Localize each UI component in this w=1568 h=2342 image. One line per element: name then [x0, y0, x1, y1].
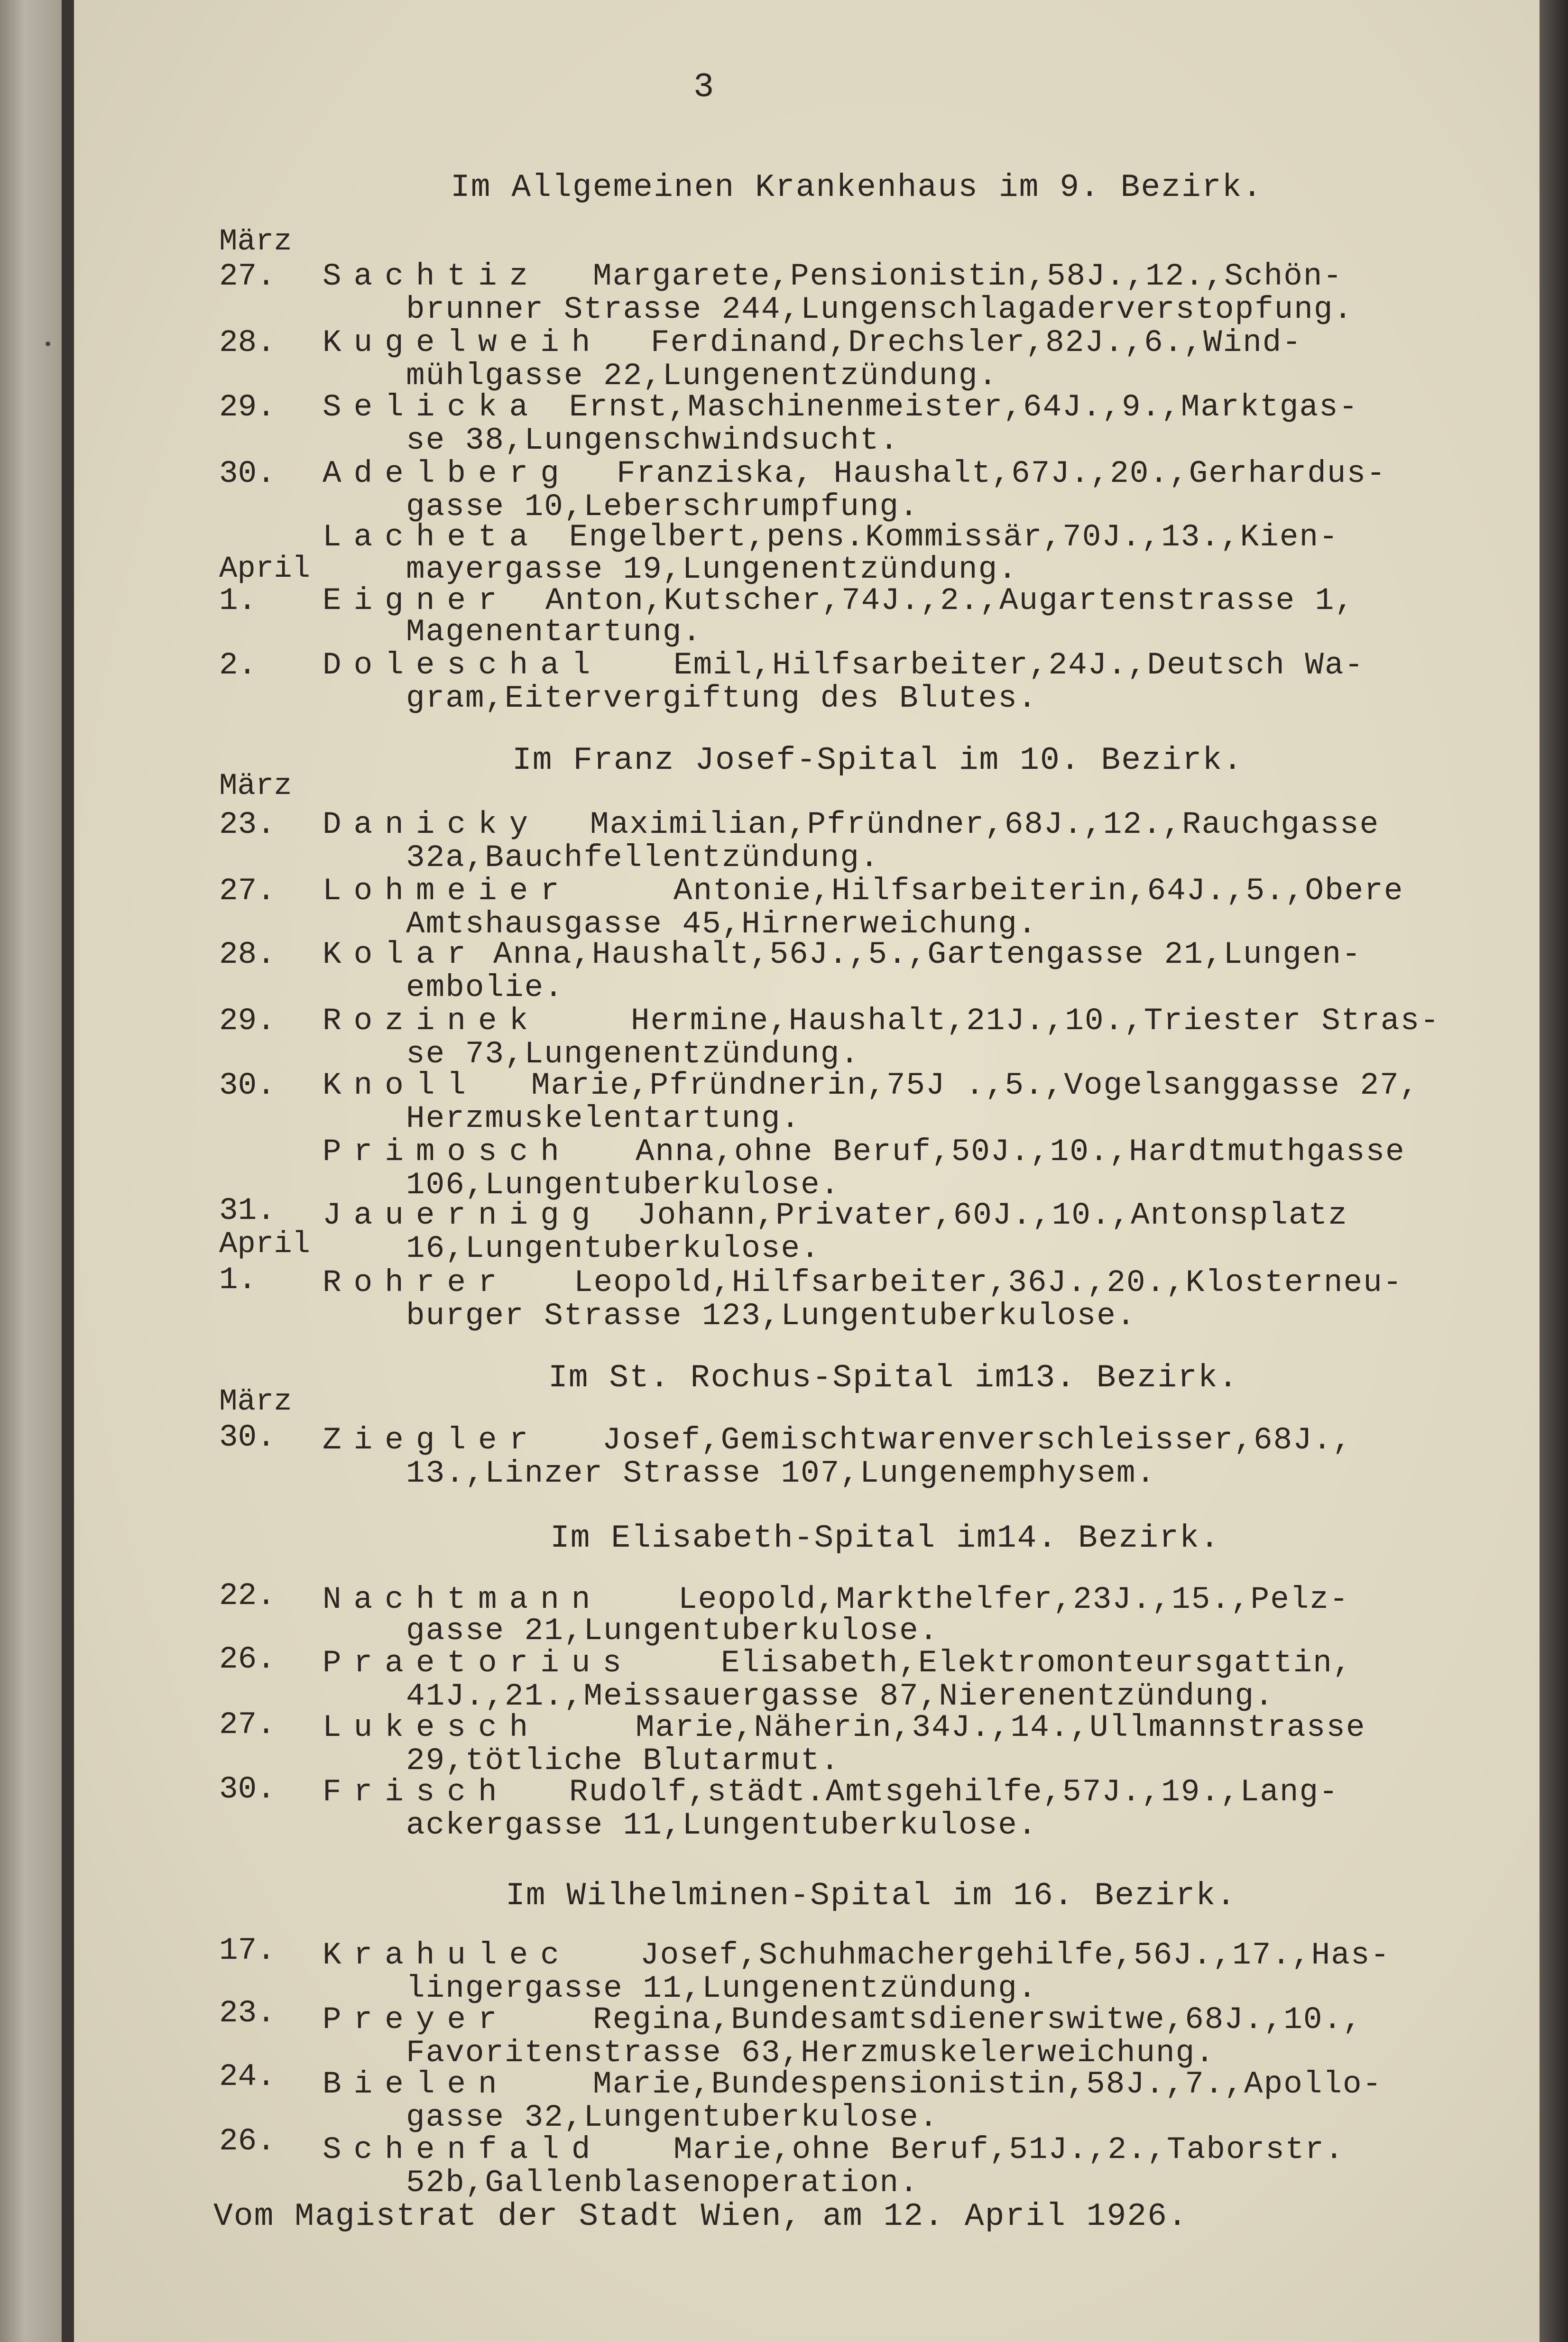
entry-day: 28. — [219, 937, 276, 972]
entry-day: 17. — [219, 1933, 276, 1968]
entry-text: se 73,Lungenentzündung. — [406, 1036, 860, 1072]
entry-day: 30. — [219, 1420, 276, 1455]
entry-surname: Ziegler — [323, 1422, 541, 1458]
entry-day: 30. — [219, 456, 276, 491]
entry-surname: Primosch — [323, 1134, 572, 1170]
entry-day: 2. — [219, 647, 257, 683]
section-heading: Im St. Rochus-Spital im13. Bezirk. — [548, 1360, 1239, 1396]
month-label: März — [219, 225, 292, 259]
entry-text: Ferdinand,Drechsler,82J.,6.,Wind- — [651, 325, 1302, 360]
binding-mark — [46, 341, 50, 346]
page-edge-shadow — [1540, 0, 1568, 2342]
month-label: April — [219, 552, 311, 586]
entry-day: 26. — [219, 2123, 276, 2159]
binding-gutter — [62, 0, 74, 2342]
entry-text: burger Strasse 123,Lungentuberkulose. — [406, 1298, 1136, 1334]
entry-surname: Lukesch — [323, 1710, 541, 1745]
entry-text: 16,Lungentuberkulose. — [406, 1231, 821, 1266]
entry-day: 26. — [219, 1641, 276, 1677]
entry-text: Herzmuskelentartung. — [406, 1101, 801, 1136]
entry-text: Engelbert,pens.Kommissär,70J.,13.,Kien- — [569, 519, 1339, 555]
entry-text: Anna,Haushalt,56J.,5.,Gartengasse 21,Lungen- — [493, 937, 1362, 972]
entry-day: 30. — [219, 1068, 276, 1103]
entry-text: Amtshausgasse 45,Hirnerweichung. — [406, 906, 1038, 942]
entry-text: Antonie,Hilfsarbeiterin,64J.,5.,Obere — [673, 873, 1404, 909]
entry-text: Emil,Hilfsarbeiter,24J.,Deutsch Wa- — [673, 647, 1365, 683]
entry-text: 13.,Linzer Strasse 107,Lungenemphysem. — [406, 1456, 1156, 1491]
entry-surname: Doleschal — [323, 647, 603, 683]
entry-surname: Kugelweih — [323, 325, 603, 360]
book-binding — [0, 0, 62, 2342]
entry-text: Marie,Pfründnerin,75J .,5.,Vogelsanggasse 27, — [531, 1068, 1420, 1103]
entry-surname: Lohmeier — [323, 873, 572, 909]
entry-day: 1. — [219, 1262, 257, 1298]
section-heading: Im Allgemeinen Krankenhaus im 9. Bezirk. — [451, 169, 1263, 206]
page-number: 3 — [693, 68, 714, 107]
entry-text: Johann,Privater,60J.,10.,Antonsplatz — [637, 1198, 1348, 1233]
entry-text: Leopold,Markthelfer,23J.,15.,Pelz- — [678, 1582, 1349, 1617]
entry-text: mayergasse 19,Lungenentzündung. — [406, 552, 1018, 587]
entry-text: Josef,Schuhmachergehilfe,56J.,17.,Has- — [640, 1937, 1391, 1973]
entry-text: gasse 21,Lungentuberkulose. — [406, 1613, 939, 1649]
entry-day: 24. — [219, 2059, 276, 2094]
entry-day: 28. — [219, 325, 276, 360]
entry-text: se 38,Lungenschwindsucht. — [406, 423, 900, 458]
entry-text: Favoritenstrasse 63,Herzmuskelerweichung. — [406, 2035, 1215, 2071]
entry-text: brunner Strasse 244,Lungenschlagaderverstopfung. — [406, 292, 1354, 327]
entry-day: 27. — [219, 873, 276, 909]
entry-text: Josef,Gemischtwarenverschleisser,68J., — [602, 1422, 1353, 1458]
entry-text: gram,Eitervergiftung des Blutes. — [406, 681, 1038, 716]
entry-surname: Nachtmann — [323, 1582, 603, 1617]
entry-text: Marie,Bundespensionistin,58J.,7.,Apollo- — [593, 2066, 1383, 2102]
entry-surname: Eigner — [323, 583, 509, 618]
entry-surname: Adelberg — [323, 456, 572, 491]
entry-day: 27. — [219, 1707, 276, 1743]
entry-text: 32a,Bauchfellentzündung. — [406, 840, 880, 876]
section-heading: Im Franz Josef-Spital im 10. Bezirk. — [512, 742, 1244, 779]
entry-text: Anton,Kutscher,74J.,2.,Augartenstrasse 1, — [545, 583, 1355, 618]
entry-text: Magenentartung. — [406, 614, 702, 650]
entry-day: 1. — [219, 583, 257, 618]
month-label: März — [219, 1385, 292, 1419]
entry-text: Margarete,Pensionistin,58J.,12.,Schön- — [593, 258, 1343, 294]
entry-surname: Knoll — [323, 1068, 479, 1103]
entry-text: Anna,ohne Beruf,50J.,10.,Hardtmuthgasse — [636, 1134, 1405, 1170]
entry-surname: Kolar — [323, 937, 479, 972]
entry-surname: Selicka — [323, 389, 541, 425]
entry-text: gasse 32,Lungentuberkulose. — [406, 2100, 939, 2135]
entry-surname: Krahulec — [323, 1937, 572, 1973]
entry-text: Marie,ohne Beruf,51J.,2.,Taborstr. — [673, 2132, 1345, 2167]
entry-text: 106,Lungentuberkulose. — [406, 1167, 840, 1203]
entry-surname: Praetorius — [323, 1645, 634, 1681]
entry-text: Leopold,Hilfsarbeiter,36J.,20.,Klosterneu- — [574, 1265, 1403, 1300]
entry-surname: Schenfald — [323, 2132, 603, 2167]
entry-surname: Bielen — [323, 2066, 509, 2102]
entry-surname: Preyer — [323, 2002, 509, 2038]
section-heading: Im Elisabeth-Spital im14. Bezirk. — [550, 1520, 1220, 1557]
entry-day: 29. — [219, 1003, 276, 1039]
entry-day: 27. — [219, 258, 276, 294]
entry-surname: Rohrer — [323, 1265, 509, 1300]
entry-surname: Sachtiz — [323, 258, 541, 294]
entry-day: 31. — [219, 1193, 276, 1228]
footer-signature-line: Vom Magistrat der Stadt Wien, am 12. April 1926. — [213, 2198, 1188, 2235]
entry-text: ackergasse 11,Lungentuberkulose. — [406, 1807, 1038, 1843]
section-heading: Im Wilhelminen-Spital im 16. Bezirk. — [506, 1878, 1237, 1914]
entry-text: 29,tötliche Blutarmut. — [406, 1743, 840, 1779]
month-label: März — [219, 769, 292, 803]
entry-text: Elisabeth,Elektromonteursgattin, — [721, 1645, 1353, 1681]
entry-text: lingergasse 11,Lungenentzündung. — [406, 1971, 1038, 2006]
entry-text: Ernst,Maschinenmeister,64J.,9.,Marktgas- — [569, 389, 1359, 425]
entry-text: embolie. — [406, 970, 564, 1005]
entry-day: 23. — [219, 807, 276, 842]
entry-day: 22. — [219, 1578, 276, 1614]
entry-text: Rudolf,städt.Amtsgehilfe,57J.,19.,Lang- — [569, 1774, 1339, 1810]
entry-surname: Danicky — [323, 807, 541, 842]
entry-day: 29. — [219, 389, 276, 425]
entry-text: 52b,Gallenblasenoperation. — [406, 2165, 919, 2201]
month-label: April — [219, 1227, 311, 1262]
entry-text: mühlgasse 22,Lungenentzündung. — [406, 358, 998, 394]
entry-text: Maximilian,Pfründner,68J.,12.,Rauchgasse — [590, 807, 1380, 842]
entry-text: Hermine,Haushalt,21J.,10.,Triester Stras- — [631, 1003, 1440, 1039]
entry-text: 41J.,21.,Meissauergasse 87,Nierenentzündung. — [406, 1678, 1274, 1714]
entry-text: Marie,Näherin,34J.,14.,Ullmannstrasse — [636, 1710, 1366, 1745]
entry-surname: Frisch — [323, 1774, 509, 1810]
entry-day: 30. — [219, 1771, 276, 1807]
entry-surname: Jauernigg — [323, 1198, 603, 1233]
entry-surname: Rozinek — [323, 1003, 541, 1039]
entry-surname: Lacheta — [323, 519, 541, 555]
entry-text: Regina,Bundesamtsdienerswitwe,68J.,10., — [593, 2002, 1363, 2038]
entry-text: gasse 10,Leberschrumpfung. — [406, 489, 919, 525]
entry-text: Franziska, Haushalt,67J.,20.,Gerhardus- — [617, 456, 1386, 491]
entry-day: 23. — [219, 1995, 276, 2031]
